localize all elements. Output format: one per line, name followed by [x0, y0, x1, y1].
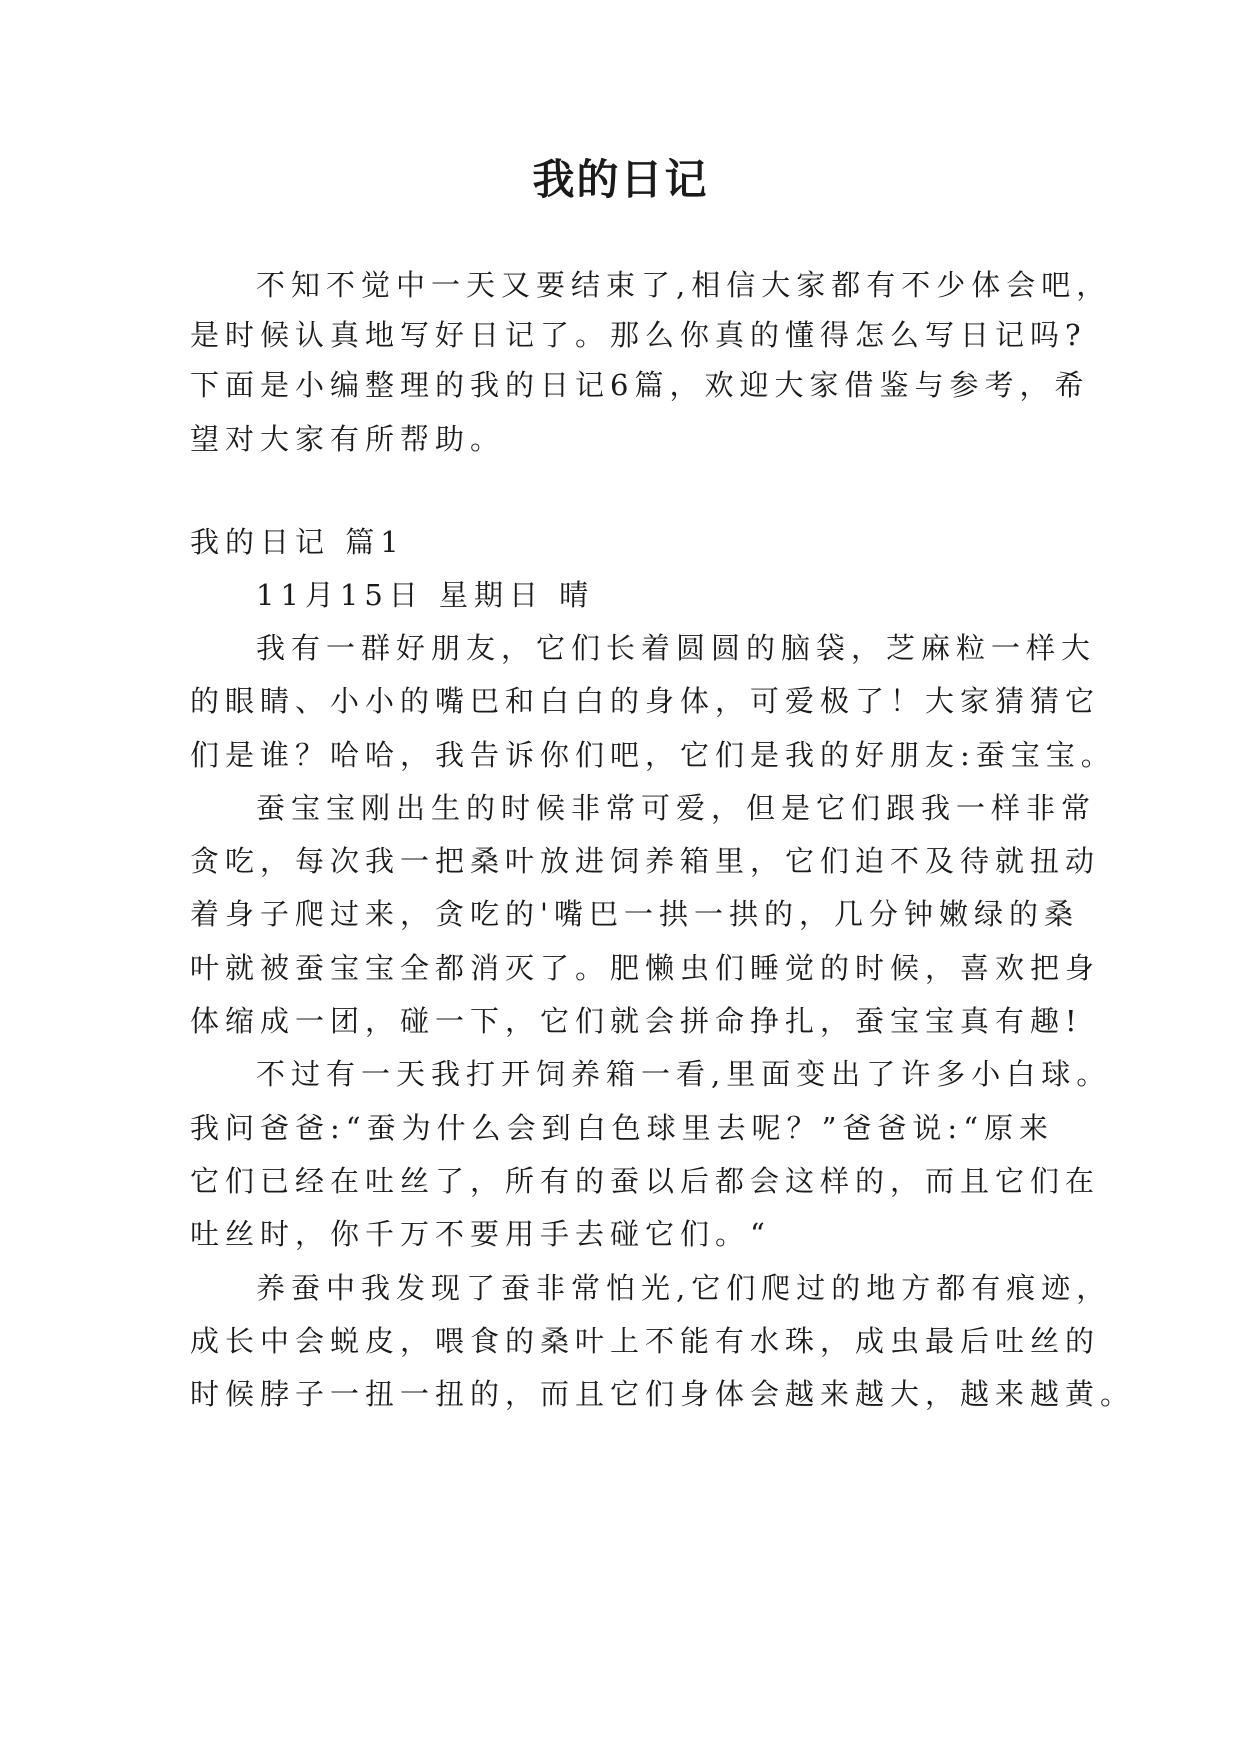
body-line: 成长中会蜕皮，喂食的桑叶上不能有水珠，成虫最后吐丝的 [190, 1324, 1101, 1358]
section-heading: 我的日记 篇1 [190, 525, 405, 559]
body-line: 我有一群好朋友，它们长着圆圆的脑袋，芝麻粒一样大 [256, 631, 1097, 665]
date-line: 11月15日 星期日 晴 [256, 578, 595, 612]
body-line: 们是谁？哈哈，我告诉你们吧，它们是我的好朋友:蚕宝宝。 [190, 738, 1116, 772]
body-line: 时候脖子一扭一扭的，而且它们身体会越来越大，越来越黄。 [190, 1377, 1136, 1411]
body-line: 叶就被蚕宝宝全都消灭了。肥懒虫们睡觉的时候，喜欢把身 [190, 951, 1101, 985]
body-line: 不过有一天我打开饲养箱一看,里面变出了许多小白球。 [256, 1057, 1112, 1091]
intro-line: 不知不觉中一天又要结束了,相信大家都有不少体会吧， [256, 268, 1112, 302]
body-line: 吐丝时，你千万不要用手去碰它们。“ [190, 1217, 771, 1251]
body-line: 着身子爬过来，贪吃的'嘴巴一拱一拱的，几分钟嫩绿的桑 [190, 897, 1079, 931]
body-line: 的眼睛、小小的嘴巴和白白的身体，可爱极了！大家猜猜它 [190, 684, 1101, 718]
body-line: 贪吃，每次我一把桑叶放进饲养箱里，它们迫不及待就扭动 [190, 844, 1101, 878]
intro-line: 望对大家有所帮助。 [190, 422, 506, 456]
intro-line: 是时候认真地写好日记了。那么你真的懂得怎么写日记吗? [190, 318, 1087, 352]
body-line: 它们已经在吐丝了，所有的蚕以后都会这样的，而且它们在 [190, 1164, 1101, 1198]
body-line: 体缩成一团，碰一下，它们就会拼命挣扎，蚕宝宝真有趣! [190, 1004, 1083, 1038]
body-line: 养蚕中我发现了蚕非常怕光,它们爬过的地方都有痕迹， [256, 1271, 1112, 1305]
body-line: 我问爸爸:“蚕为什么会到白色球里去呢？”爸爸说:“原来 [190, 1111, 1055, 1145]
document-title: 我的日记 [532, 155, 709, 204]
body-line: 蚕宝宝刚出生的时候非常可爱，但是它们跟我一样非常 [256, 791, 1097, 825]
intro-line: 下面是小编整理的我的日记6篇，欢迎大家借鉴与参考，希 [190, 368, 1090, 402]
